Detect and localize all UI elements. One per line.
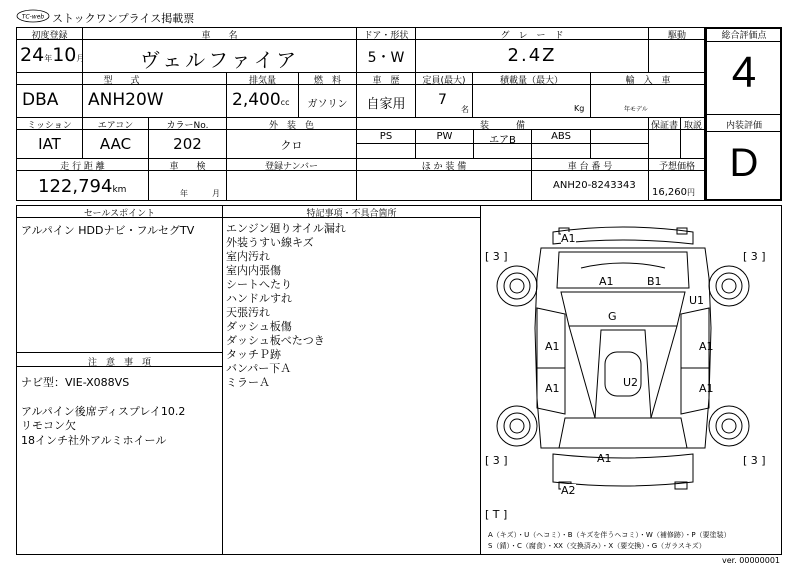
chassis-value: ANH20-8243343	[553, 180, 636, 191]
label-model: 型 式	[103, 76, 140, 86]
special-note: 室内汚れ	[226, 250, 270, 263]
logo	[16, 8, 50, 22]
label-capacity: 定員(最大)	[422, 76, 466, 86]
label-price: 予想価格	[658, 162, 695, 172]
mark-hood-right: B1	[647, 275, 662, 288]
special-note: 外装うすい線キズ	[226, 236, 314, 249]
mark-front-bumper: A1	[561, 232, 576, 245]
wheel-rear-right	[709, 406, 749, 446]
door-front-left-outline	[537, 308, 565, 368]
pillar-right	[651, 326, 677, 418]
tire-rear-right-condition: [ 3 ]	[743, 454, 766, 467]
mark-fender-right: U1	[689, 294, 705, 307]
special-note: タッチＰ跡	[226, 348, 281, 361]
aircon-value: AAC	[99, 135, 132, 153]
special-notes-list	[226, 222, 346, 390]
label-overall-score: 総合評価点	[706, 28, 782, 42]
caution-line: 18インチ社外アルミホイール	[21, 434, 167, 447]
mark-door-front-right: A1	[699, 340, 714, 353]
special-note: バンパー下Ａ	[226, 362, 292, 375]
pillar-left	[569, 326, 595, 418]
transmission-value: IAT	[38, 135, 61, 153]
label-displacement: 排気量	[248, 76, 276, 86]
label-other-equipment: ほ か 装 備	[421, 162, 467, 172]
tire-front-left-condition: [ 3 ]	[485, 250, 508, 263]
label-color-no: カラーNo.	[166, 121, 209, 131]
form-title: ストックワンプライス掲載票	[52, 12, 195, 25]
label-grade: グ レ ー ド	[500, 31, 564, 41]
sales-points-text: アルパイン HDDナビ・フルセグTV	[21, 224, 195, 237]
displacement-number: 2,400	[232, 90, 281, 110]
special-note: 室内内張傷	[226, 264, 281, 277]
special-note: ダッシュ板べたつき	[226, 334, 325, 347]
overall-score: 4	[731, 48, 757, 97]
model-prefix: DBA	[22, 90, 59, 110]
price-value	[652, 180, 695, 199]
mileage-number: 122,794	[38, 176, 113, 197]
tire-rear-left-condition: [ 3 ]	[485, 454, 508, 467]
logo-text: TC-web	[21, 13, 45, 21]
mark-roof: U2	[623, 376, 639, 389]
reg-year: 24	[20, 44, 45, 66]
label-manual: 取説	[683, 121, 702, 131]
label-special-notes: 特記事項・不具合箇所	[306, 209, 397, 219]
label-sales-points: セールスポイント	[83, 209, 156, 219]
divider	[590, 129, 591, 158]
windshield-outline	[561, 292, 685, 326]
mark-door-rear-right: A1	[699, 382, 714, 395]
label-import: 輸 入 車	[625, 76, 671, 86]
label-drive: 駆動	[667, 31, 686, 41]
caution-line: アルパイン後席ディスプレイ10.2	[21, 405, 186, 418]
special-note: 天張汚れ	[226, 306, 270, 319]
inspection-year-unit: 年	[180, 189, 188, 198]
price-unit: 円	[687, 188, 695, 197]
label-doors: ドア・形状	[363, 31, 409, 41]
label-aircon: エアコン	[97, 121, 134, 131]
divider	[705, 114, 782, 115]
special-note: ダッシュ板傷	[226, 320, 292, 333]
label-history: 車 歴	[372, 76, 400, 86]
special-note: エンジン廻りオイル漏れ	[226, 222, 346, 235]
equipment-airbag: エアB	[489, 135, 516, 146]
label-exterior-color: 外 装 色	[268, 121, 314, 131]
grade-value: 2.4Z	[507, 45, 557, 66]
color-no-value: 202	[173, 135, 202, 153]
label-interior-score: 内装評価	[706, 118, 782, 132]
displacement-unit: cc	[280, 98, 290, 107]
registration-date	[20, 44, 84, 66]
model-name: ヴェルファイア	[139, 48, 300, 72]
label-chassis: 車 台 番 号	[567, 162, 613, 172]
equipment-ps: PS	[379, 131, 393, 142]
hood-outline	[557, 252, 689, 288]
label-warranty: 保証書	[650, 121, 678, 131]
damage-legend-line-1: A（キズ）・U（ヘコミ）・B（キズを伴うヘコミ）・W（補修跡）・P（要塗装）	[488, 531, 731, 539]
caution-line: リモコン欠	[21, 419, 76, 432]
label-plate: 登録ナンバー	[265, 162, 318, 172]
import-unit: 年モデル	[624, 106, 648, 113]
equipment-pw: PW	[436, 131, 453, 142]
mileage-unit: km	[112, 185, 127, 195]
caution-line: ナビ型：VIE-X088VS	[21, 376, 130, 389]
interior-score: D	[729, 141, 759, 185]
special-note: ハンドルすれ	[226, 292, 292, 305]
capacity-unit: 名	[461, 105, 469, 114]
capacity-value: 7	[438, 92, 447, 108]
price-number: 16,260	[652, 187, 687, 198]
label-inspection: 車 検	[169, 162, 206, 172]
label-registration: 初度登録	[31, 31, 68, 41]
history-value: 自家用	[366, 97, 406, 112]
hood-crease	[581, 263, 665, 268]
label-transmission: ミッション	[27, 121, 72, 131]
spare-tire-condition: [ T ]	[485, 508, 508, 521]
model-code: ANH20W	[88, 90, 164, 110]
label-model-name: 車 名	[201, 31, 238, 41]
rear-gate-outline	[559, 418, 687, 448]
load-unit: Kg	[574, 104, 585, 113]
label-fuel: 燃 料	[313, 76, 341, 86]
special-note: ミラーＡ	[226, 376, 270, 389]
reg-month-unit: 月	[76, 54, 85, 63]
label-equipment: 装 備	[479, 121, 525, 131]
mark-rear-bumper: A2	[561, 484, 576, 497]
reg-year-unit: 年	[44, 54, 53, 63]
mark-windshield: G	[608, 310, 617, 323]
exterior-color-value: クロ	[280, 139, 303, 152]
wheel-rear-left	[497, 406, 537, 446]
label-mileage: 走 行 距 離	[60, 162, 105, 172]
displacement-value	[232, 90, 289, 110]
tire-front-right-condition: [ 3 ]	[743, 250, 766, 263]
reg-month: 10	[52, 44, 77, 66]
divider	[222, 205, 223, 555]
mark-hood-left: A1	[599, 275, 614, 288]
fuel-value: ガソリン	[307, 99, 348, 110]
roof-outline	[595, 330, 651, 418]
mark-rear-gate: A1	[597, 452, 612, 465]
label-load: 積載量（最大）	[499, 76, 563, 86]
version-label: ver. 00000001	[721, 556, 780, 565]
wheel-front-left	[497, 266, 537, 306]
divider	[16, 352, 222, 353]
door-front-right-outline	[681, 308, 709, 368]
sunroof-outline	[605, 352, 641, 396]
mileage-value	[38, 176, 126, 197]
inspection-month-unit: 月	[212, 189, 220, 198]
car-damage-diagram	[481, 218, 781, 521]
label-cautions: 注 意 事 項	[87, 358, 151, 368]
doors-value: 5・W	[367, 50, 405, 66]
damage-legend-line-2: S（錆）・C（腐食）・XX（交換済み）・X（要交換）・G（ガラスキズ）	[488, 542, 706, 550]
mark-door-rear-left: A1	[545, 382, 560, 395]
wheel-front-right	[709, 266, 749, 306]
equipment-abs: ABS	[551, 131, 571, 142]
special-note: シートへたり	[226, 278, 292, 291]
mark-door-front-left: A1	[545, 340, 560, 353]
